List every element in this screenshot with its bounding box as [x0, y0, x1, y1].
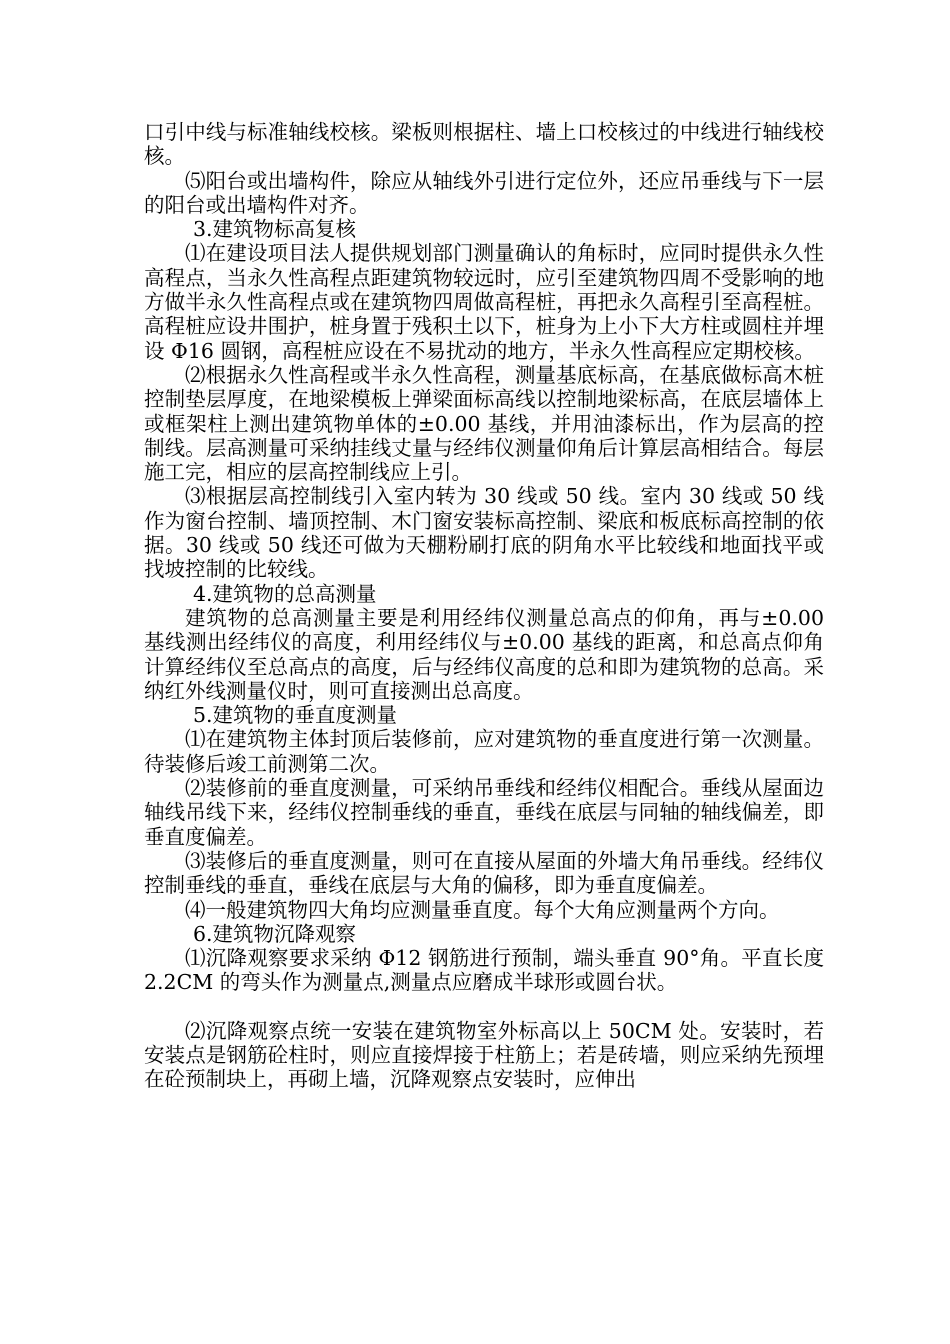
section-heading-elevation-check: 3.建筑物标高复核: [193, 217, 357, 242]
paragraph-base-elevation: ⑵根据永久性高程或半永久性高程，测量基底标高，在基底做标高木桩控制垫层厚度，在地梁模板上弹梁面标高线以控制地梁标高，在底层墙体上或框架柱上测出建筑物单体的±0.00 基线，并用油漆标出，作为层高的控制线。层高测量可采纳挂线丈量与经纬仪测量仰角后计算层高相结合。每层施工完，相应的层高控制线应上引。: [144, 362, 824, 485]
document-page: [144, 120, 824, 1092]
paragraph-total-height: 建筑物的总高测量主要是利用经纬仪测量总高点的仰角，再与±0.00 基线测出经纬仪的高度，利用经纬仪与±0.00 基线的距离，和总高点仰角计算经纬仪至总高点的高度，后与经纬仪高度的总和即为建筑物的总高。采纳红外线测量仪时，则可直接测出总高度。: [144, 605, 824, 703]
paragraph-verticality-after-finish: ⑶装修后的垂直度测量，则可在直接从屋面的外墙大角吊垂线。经纬仪控制垂线的垂直，垂线在底层与大角的偏移，即为垂直度偏差。: [144, 848, 824, 898]
section-heading-total-height: 4.建筑物的总高测量: [193, 581, 377, 606]
paragraph-indoor-lines: ⑶根据层高控制线引入室内转为 30 线或 50 线。室内 30 线或 50 线作为窗台控制、墙顶控制、木门窗安装标高控制、梁底和板底标高控制的依据。30 线或 50 线还可做为天棚粉刷打底的阴角水平比较线和地面找平或找坡控制的比较线。: [144, 484, 824, 582]
paragraph-settlement-install: ⑵沉降观察点统一安装在建筑物室外标高以上 50CM 处。安装时，若安装点是钢筋砼柱时，则应直接焊接于柱筋上；若是砖墙，则应采纳先预埋在砼预制块上，再砌上墙，沉降观察点安装时，应伸出: [144, 1018, 824, 1092]
paragraph-verticality-before-finish: ⑵装修前的垂直度测量，可采纳吊垂线和经纬仪相配合。垂线从屋面边轴线吊线下来，经纬仪控制垂线的垂直，垂线在底层与同轴的轴线偏差，即垂直度偏差。: [144, 776, 824, 849]
section-heading-verticality: 5.建筑物的垂直度测量: [193, 703, 398, 728]
section-heading-settlement: 6.建筑物沉降观察: [193, 921, 357, 946]
paragraph-verticality-first: ⑴在建筑物主体封顶后装修前，应对建筑物的垂直度进行第一次测量。待装修后竣工前测第二次。: [144, 727, 824, 776]
paragraph-benchmark-points: ⑴在建设项目法人提供规划部门测量确认的角标时，应同时提供永久性高程点，当永久性高程点距建筑物较远时，应引至建筑物四周不受影响的地方做半永久性高程点或在建筑物四周做高程桩，再把永久高程引至高程桩。高程桩应设井围护，桩身置于残积土以下，桩身为上小下大方柱或圆柱并埋设 Φ16 圆钢，高程桩应设在不易扰动的地方，半永久性高程应定期校核。: [144, 241, 824, 363]
blank-line: [144, 995, 824, 1019]
paragraph-settlement-rebar: ⑴沉降观察要求采纳 Φ12 钢筋进行预制，端头垂直 90°角。平直长度 2.2CM 的弯头作为测量点,测量点应磨成半球形或圆台状。: [144, 946, 824, 995]
paragraph-continuation: 口引中线与标准轴线校核。梁板则根据柱、墙上口校核过的中线进行轴线校核。: [144, 120, 824, 169]
paragraph-balcony-alignment: ⑸阳台或出墙构件，除应从轴线外引进行定位外，还应吊垂线与下一层的阳台或出墙构件对齐。: [144, 168, 824, 217]
paragraph-four-corners: ⑷一般建筑物四大角均应测量垂直度。每个大角应测量两个方向。: [185, 897, 780, 922]
